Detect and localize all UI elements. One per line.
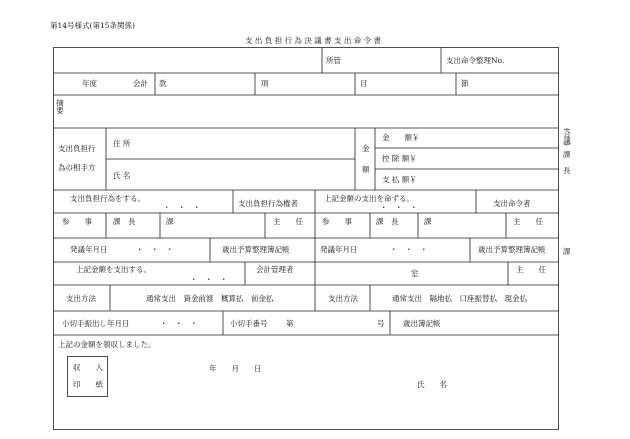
- kou-label: 項: [261, 79, 269, 88]
- shunin-label: 主 任: [273, 217, 303, 226]
- side-ka-label: 課: [563, 150, 571, 159]
- shunin2-label: 主 任: [513, 217, 543, 226]
- check-date-label: 小切手振出し年月日: [62, 319, 130, 328]
- consultation-label: (合議): [562, 128, 572, 145]
- orderer-label: 支出命令者: [493, 199, 531, 208]
- summary-label: 摘要: [55, 99, 65, 114]
- account-label: 会計: [133, 79, 148, 88]
- commit-date-dots: ・ ・ ・: [163, 203, 201, 212]
- check-date-dots: ・ ・ ・: [160, 319, 198, 328]
- address-label: 住 所: [113, 139, 131, 148]
- pay-text: 上記金額を支出する。: [76, 265, 151, 274]
- receipt-date: 年 月 日: [209, 364, 262, 373]
- kacho-label: 課 長: [113, 217, 136, 226]
- check-gou-label: 号: [377, 319, 385, 328]
- issue-date2-label: 発議年月日: [320, 245, 358, 254]
- commit-text: 支出負担行為をする。: [70, 194, 145, 203]
- ka-label: 課: [166, 217, 174, 226]
- side-ka2-label: 課: [563, 247, 571, 256]
- ledger-label: 歳出簿記帳: [403, 319, 441, 328]
- setsu-label: 節: [461, 79, 469, 88]
- method2-options: 通常支出 隔地払 口座振替払 現金払: [392, 294, 527, 303]
- kacho2-label: 課 長: [376, 217, 399, 226]
- name-label: 氏 名: [113, 171, 131, 180]
- form-number: 第14号様式(第15条関係): [50, 21, 135, 30]
- budget-ledger-label: 歳出予算整理簿記帳: [222, 245, 290, 254]
- accounting-manager-label: 会計管理者: [256, 265, 294, 274]
- issue-date-dots: ・ ・ ・: [136, 245, 174, 254]
- amount-label: 金 額￥: [382, 133, 420, 142]
- party-label-line2: 為の相手方: [58, 163, 96, 172]
- method-label: 支出方法: [66, 294, 96, 303]
- pay-dots: ・ ・ ・: [190, 275, 228, 284]
- party-label-line1: 支出負担行: [58, 144, 96, 153]
- receipt-name-label: 氏 名: [417, 380, 447, 389]
- method-options: 通常支出 資金前渡 概算払 前金払: [146, 294, 274, 303]
- moku-label: 目: [360, 79, 368, 88]
- form-title: 支 出 負 担 行 為 決 議 書 支 出 命 令 書: [245, 36, 381, 45]
- kan-label: 款: [159, 79, 167, 88]
- dept-label: 所管: [326, 56, 341, 65]
- issue-date2-dots: ・ ・ ・: [390, 245, 428, 254]
- sanji2-label: 参 事: [322, 217, 352, 226]
- check-dai-label: 第: [286, 319, 294, 328]
- deduction-label: 控 除 額￥: [382, 154, 417, 163]
- order-date-dots: ・ ・ ・: [380, 203, 418, 212]
- form-border: [54, 48, 559, 430]
- order-text: 上記金額の支出を命ずる。: [324, 194, 414, 203]
- issue-date-label: 発議年月日: [70, 245, 108, 254]
- receipt-text: 上記の金額を領収しました。: [58, 340, 156, 349]
- gaku-label: 額: [362, 165, 370, 174]
- budget-ledger2-label: 歳出予算整理簿記帳: [478, 245, 546, 254]
- kin-label: 金: [362, 144, 370, 153]
- ka2-label: 課: [424, 217, 432, 226]
- payment-label: 支 払 額￥: [382, 175, 417, 184]
- side-cho-label: 長: [563, 166, 571, 175]
- pay-shunin-label: 主 任: [516, 265, 546, 274]
- fiscal-year-label: 年度: [82, 79, 97, 88]
- order-number-label: 支出命令整理No.: [446, 56, 505, 65]
- check-number-label: 小切手番号: [230, 319, 268, 328]
- method2-label: 支出方法: [328, 294, 358, 303]
- commit-authority-label: 支出負担行為権者: [238, 199, 298, 208]
- stamp-line1: 収 入: [73, 363, 103, 372]
- sanji-label: 参 事: [62, 217, 92, 226]
- room-label: 室: [411, 269, 419, 278]
- stamp-line2: 印 紙: [73, 380, 103, 389]
